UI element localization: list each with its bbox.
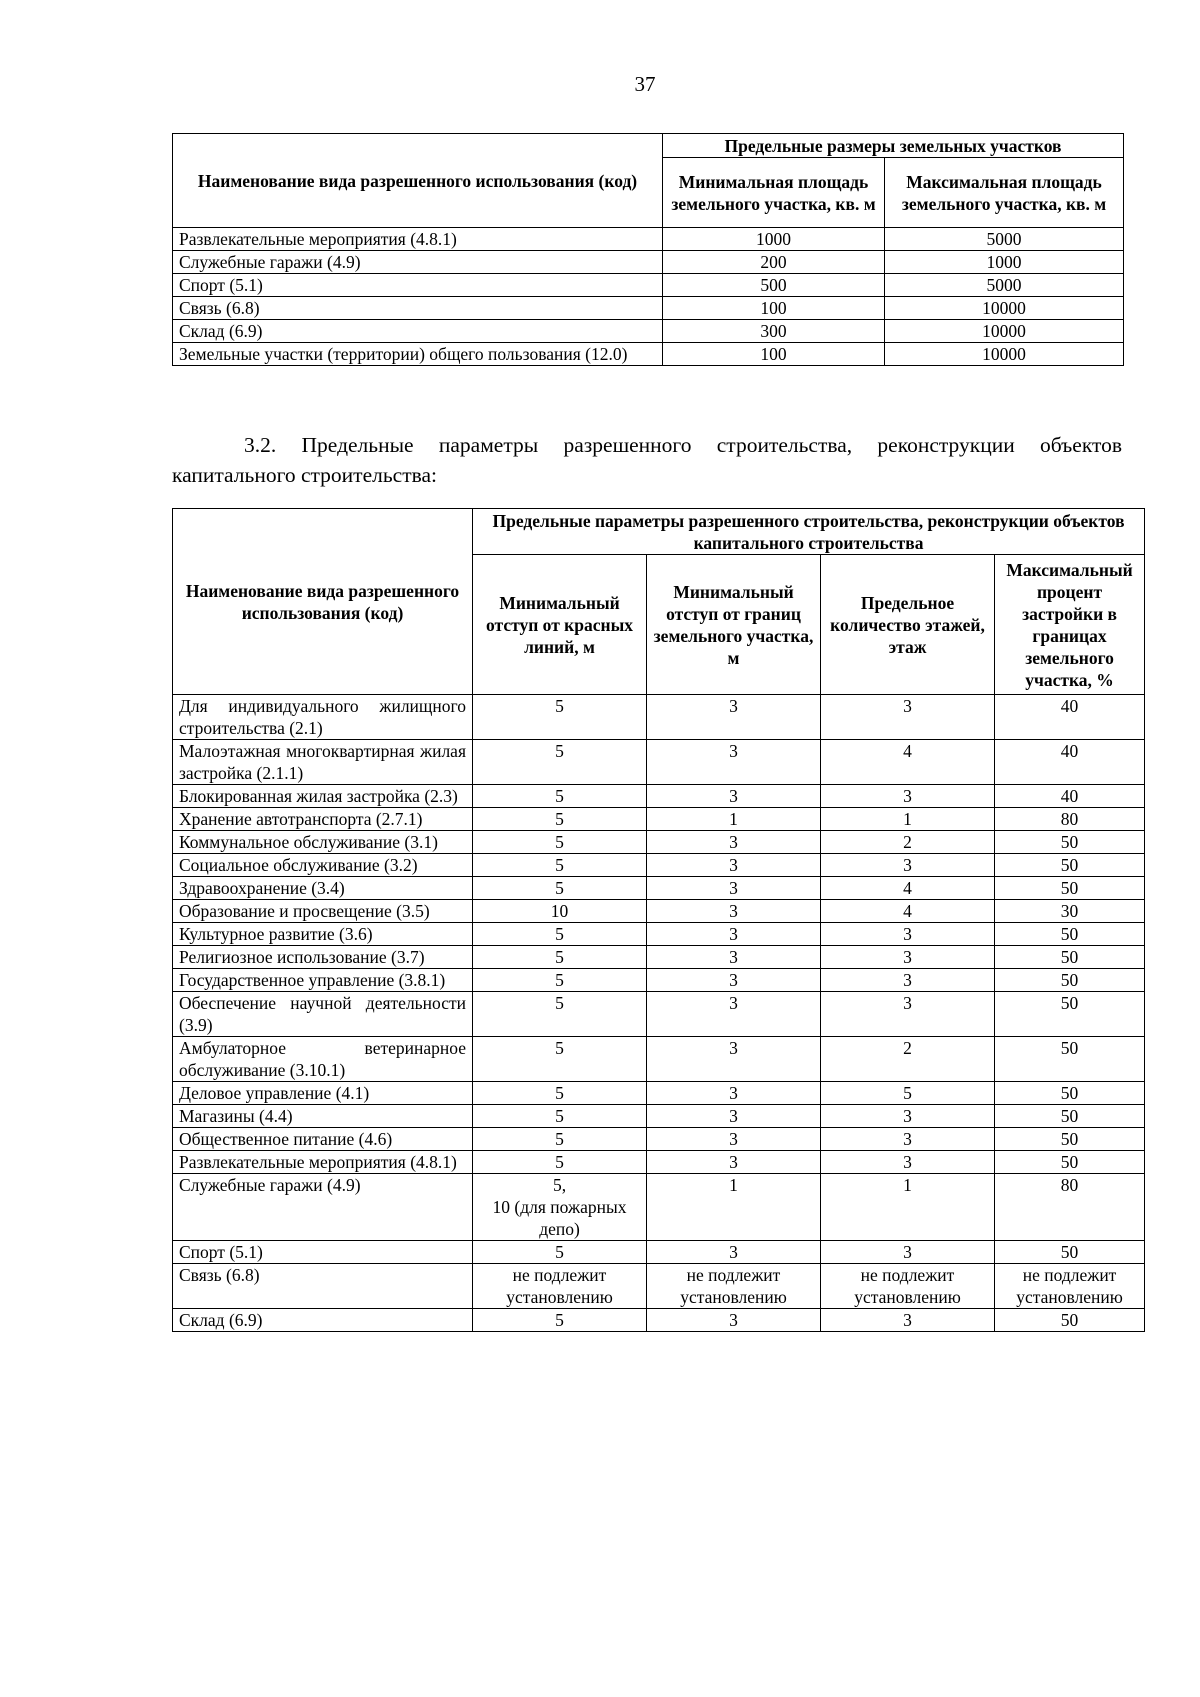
table-row	[173, 1264, 1145, 1309]
row-name: Общественное питание (4.6)	[173, 1128, 473, 1151]
row-coverage: 50	[995, 1105, 1145, 1128]
row-floors: 5	[821, 1082, 995, 1105]
row-red-line-setback: 5	[473, 740, 647, 785]
row-boundary-setback: 3	[647, 1128, 821, 1151]
row-name: Культурное развитие (3.6)	[173, 923, 473, 946]
row-boundary-setback: 3	[647, 854, 821, 877]
table-row	[173, 969, 1145, 992]
table-row	[173, 1128, 1145, 1151]
row-max-area: 1000	[885, 251, 1124, 274]
row-coverage: 50	[995, 854, 1145, 877]
table-row	[173, 877, 1145, 900]
row-floors: 2	[821, 831, 995, 854]
table-row	[173, 785, 1145, 808]
table2-group-header: Предельные параметры разрешенного строительства, реконструкции объектов капитального строительства	[473, 509, 1145, 555]
row-coverage: 50	[995, 992, 1145, 1037]
table1-max-area-header: Максимальная площадь земельного участка, кв. м	[885, 158, 1124, 228]
table1-min-area-header: Минимальная площадь земельного участка, кв. м	[663, 158, 885, 228]
row-boundary-setback: 3	[647, 831, 821, 854]
row-red-line-setback: 5	[473, 992, 647, 1037]
row-name: Развлекательные мероприятия (4.8.1)	[173, 228, 663, 251]
table1-body	[173, 228, 1124, 366]
row-floors: 2	[821, 1037, 995, 1082]
row-max-area: 5000	[885, 274, 1124, 297]
row-min-area: 100	[663, 343, 885, 366]
row-floors: 3	[821, 946, 995, 969]
row-red-line-setback: 5	[473, 785, 647, 808]
row-floors: 4	[821, 740, 995, 785]
row-floors: 3	[821, 923, 995, 946]
row-coverage: 30	[995, 900, 1145, 923]
row-red-line-setback: 5	[473, 808, 647, 831]
table-row	[173, 854, 1145, 877]
table-row	[173, 831, 1145, 854]
row-floors: 3	[821, 1151, 995, 1174]
row-name: Связь (6.8)	[173, 297, 663, 320]
row-coverage: 80	[995, 1174, 1145, 1241]
row-coverage: 40	[995, 785, 1145, 808]
row-coverage: 40	[995, 740, 1145, 785]
row-name: Социальное обслуживание (3.2)	[173, 854, 473, 877]
row-boundary-setback: 3	[647, 1151, 821, 1174]
row-floors: 3	[821, 1241, 995, 1264]
row-boundary-setback: 3	[647, 992, 821, 1037]
table1-group-header: Предельные размеры земельных участков	[663, 134, 1124, 158]
row-boundary-setback: 3	[647, 969, 821, 992]
table-row	[173, 343, 1124, 366]
row-boundary-setback: 3	[647, 900, 821, 923]
table-row	[173, 923, 1145, 946]
row-red-line-setback: 5	[473, 854, 647, 877]
row-name: Развлекательные мероприятия (4.8.1)	[173, 1151, 473, 1174]
row-boundary-setback: не подлежит установлению	[647, 1264, 821, 1309]
row-red-line-setback: 5	[473, 1105, 647, 1128]
table-row	[173, 228, 1124, 251]
row-coverage: 50	[995, 1037, 1145, 1082]
row-boundary-setback: 3	[647, 695, 821, 740]
table2-floors-header: Предельное количество этажей, этаж	[821, 555, 995, 695]
row-floors: 3	[821, 969, 995, 992]
row-boundary-setback: 3	[647, 923, 821, 946]
row-boundary-setback: 1	[647, 808, 821, 831]
row-name: Здравоохранение (3.4)	[173, 877, 473, 900]
table-row	[173, 1105, 1145, 1128]
row-name: Для индивидуального жилищного строительства (2.1)	[173, 695, 473, 740]
construction-parameters-table	[172, 508, 1145, 1332]
table-row	[173, 320, 1124, 343]
row-boundary-setback: 1	[647, 1174, 821, 1241]
row-coverage: 50	[995, 923, 1145, 946]
row-red-line-setback: 5	[473, 1151, 647, 1174]
row-red-line-setback: 10	[473, 900, 647, 923]
row-coverage: 50	[995, 831, 1145, 854]
row-name: Хранение автотранспорта (2.7.1)	[173, 808, 473, 831]
row-red-line-setback: 5	[473, 1241, 647, 1264]
row-max-area: 10000	[885, 297, 1124, 320]
row-coverage: 50	[995, 1309, 1145, 1332]
row-floors: 3	[821, 854, 995, 877]
row-boundary-setback: 3	[647, 1309, 821, 1332]
row-name: Образование и просвещение (3.5)	[173, 900, 473, 923]
section-heading: 3.2. Предельные параметры разрешенного строительства, реконструкции объектов капитального строительства:	[172, 433, 1122, 487]
row-floors: 3	[821, 695, 995, 740]
row-coverage: 50	[995, 1241, 1145, 1264]
table-row	[173, 1241, 1145, 1264]
row-red-line-setback: не подлежит установлению	[473, 1264, 647, 1309]
row-name: Коммунальное обслуживание (3.1)	[173, 831, 473, 854]
row-red-line-setback: 5	[473, 969, 647, 992]
row-name: Служебные гаражи (4.9)	[173, 251, 663, 274]
row-boundary-setback: 3	[647, 1241, 821, 1264]
row-boundary-setback: 3	[647, 1105, 821, 1128]
row-red-line-setback: 5, 10 (для пожарных депо)	[473, 1174, 647, 1241]
row-red-line-setback: 5	[473, 923, 647, 946]
table-row	[173, 1082, 1145, 1105]
table-row	[173, 900, 1145, 923]
row-name: Служебные гаражи (4.9)	[173, 1174, 473, 1241]
row-coverage: 50	[995, 877, 1145, 900]
land-plot-size-table	[172, 133, 1124, 366]
table2-red-line-setback-header: Минимальный отступ от красных линий, м	[473, 555, 647, 695]
table-row	[173, 808, 1145, 831]
table-row	[173, 251, 1124, 274]
row-red-line-setback: 5	[473, 695, 647, 740]
row-boundary-setback: 3	[647, 1037, 821, 1082]
table2-name-header: Наименование вида разрешенного использования (код)	[173, 509, 473, 695]
row-floors: 3	[821, 1105, 995, 1128]
row-max-area: 10000	[885, 320, 1124, 343]
row-name: Магазины (4.4)	[173, 1105, 473, 1128]
row-floors: 3	[821, 1128, 995, 1151]
row-red-line-setback: 5	[473, 1128, 647, 1151]
row-coverage: 50	[995, 969, 1145, 992]
row-floors: 4	[821, 877, 995, 900]
row-floors: не подлежит установлению	[821, 1264, 995, 1309]
table-row	[173, 274, 1124, 297]
table-row	[173, 695, 1145, 740]
row-boundary-setback: 3	[647, 877, 821, 900]
row-name: Амбулаторное ветеринарное обслуживание (3.10.1)	[173, 1037, 473, 1082]
row-floors: 1	[821, 808, 995, 831]
table2-coverage-header: Максимальный процент застройки в границах земельного участка, %	[995, 555, 1145, 695]
row-coverage: 50	[995, 946, 1145, 969]
row-red-line-setback: 5	[473, 831, 647, 854]
row-boundary-setback: 3	[647, 740, 821, 785]
row-red-line-setback: 5	[473, 1082, 647, 1105]
row-max-area: 10000	[885, 343, 1124, 366]
row-red-line-setback: 5	[473, 1309, 647, 1332]
row-name: Спорт (5.1)	[173, 1241, 473, 1264]
row-name: Склад (6.9)	[173, 1309, 473, 1332]
row-floors: 4	[821, 900, 995, 923]
table-row	[173, 1309, 1145, 1332]
row-coverage: 50	[995, 1151, 1145, 1174]
row-red-line-setback: 5	[473, 1037, 647, 1082]
row-coverage: 50	[995, 1128, 1145, 1151]
row-min-area: 1000	[663, 228, 885, 251]
row-name: Блокированная жилая застройка (2.3)	[173, 785, 473, 808]
row-min-area: 300	[663, 320, 885, 343]
row-coverage: не подлежит установлению	[995, 1264, 1145, 1309]
row-floors: 3	[821, 992, 995, 1037]
row-name: Обеспечение научной деятельности (3.9)	[173, 992, 473, 1037]
row-red-line-setback: 5	[473, 877, 647, 900]
row-name: Связь (6.8)	[173, 1264, 473, 1309]
table-row	[173, 1151, 1145, 1174]
row-max-area: 5000	[885, 228, 1124, 251]
page-number: 37	[634, 72, 656, 96]
row-min-area: 200	[663, 251, 885, 274]
row-min-area: 100	[663, 297, 885, 320]
row-name: Спорт (5.1)	[173, 274, 663, 297]
table2-body	[173, 695, 1145, 1332]
row-name: Деловое управление (4.1)	[173, 1082, 473, 1105]
row-name: Малоэтажная многоквартирная жилая застройка (2.1.1)	[173, 740, 473, 785]
row-name: Государственное управление (3.8.1)	[173, 969, 473, 992]
row-min-area: 500	[663, 274, 885, 297]
row-floors: 3	[821, 785, 995, 808]
row-name: Религиозное использование (3.7)	[173, 946, 473, 969]
table-row	[173, 297, 1124, 320]
row-boundary-setback: 3	[647, 785, 821, 808]
row-floors: 3	[821, 1309, 995, 1332]
row-coverage: 40	[995, 695, 1145, 740]
table-row	[173, 992, 1145, 1037]
row-name: Земельные участки (территории) общего пользования (12.0)	[173, 343, 663, 366]
table-row	[173, 946, 1145, 969]
row-boundary-setback: 3	[647, 946, 821, 969]
row-coverage: 80	[995, 808, 1145, 831]
table1-name-header: Наименование вида разрешенного использования (код)	[173, 134, 663, 228]
table-row	[173, 1037, 1145, 1082]
row-name: Склад (6.9)	[173, 320, 663, 343]
table2-boundary-setback-header: Минимальный отступ от границ земельного участка, м	[647, 555, 821, 695]
row-floors: 1	[821, 1174, 995, 1241]
table-row	[173, 740, 1145, 785]
row-boundary-setback: 3	[647, 1082, 821, 1105]
table-row	[173, 1174, 1145, 1241]
row-red-line-setback: 5	[473, 946, 647, 969]
row-coverage: 50	[995, 1082, 1145, 1105]
